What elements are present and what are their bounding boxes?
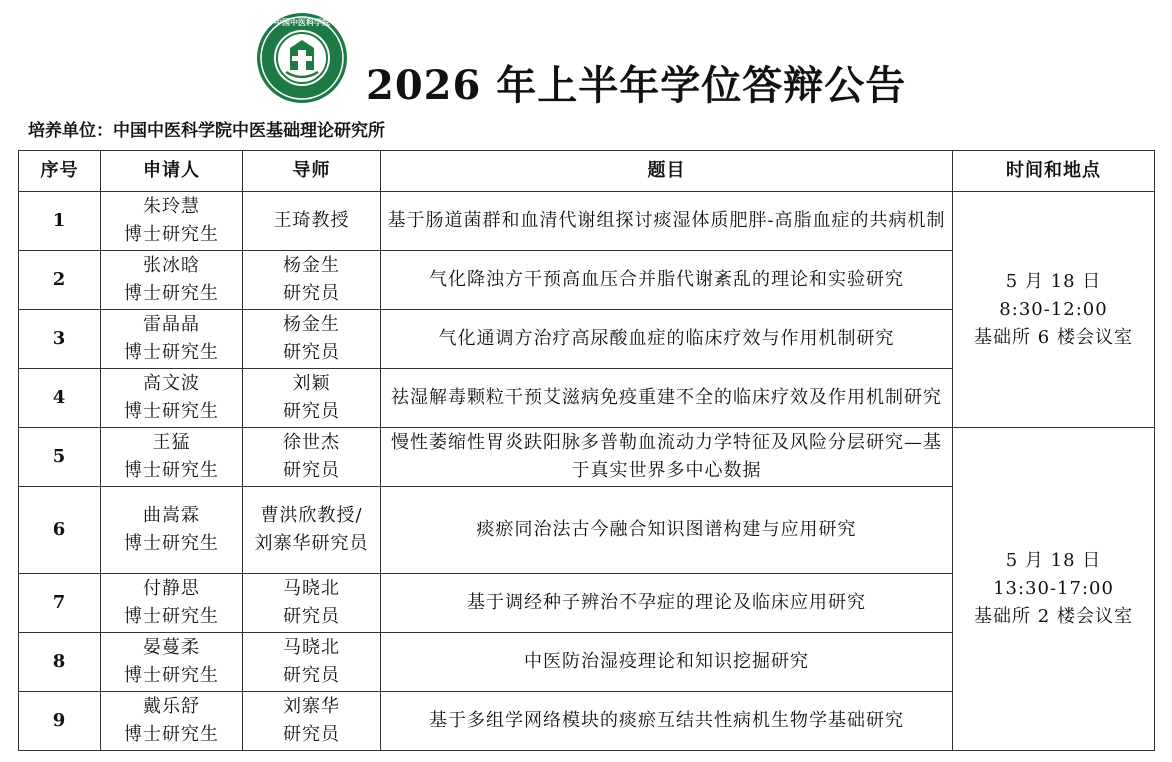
advisor-title: 研究员 — [283, 460, 340, 481]
training-unit: 培养单位：中国中医科学院中医基础理论研究所 — [28, 121, 385, 141]
applicant-name: 朱玲慧 — [143, 196, 200, 217]
advisor-title: 研究员 — [283, 606, 340, 627]
applicant-cell — [101, 192, 243, 251]
applicant-name: 晏蔓柔 — [143, 637, 200, 658]
applicant-cell — [101, 251, 243, 310]
row-number: 1 — [19, 192, 101, 251]
row-number: 8 — [19, 633, 101, 692]
advisor-cell — [243, 192, 381, 251]
header-time-place: 时间和地点 — [953, 151, 1155, 192]
session-time: 8:30-12:00 — [999, 298, 1108, 320]
advisor-name: 杨金生 — [283, 255, 340, 276]
row-number: 7 — [19, 574, 101, 633]
session-time: 13:30-17:00 — [993, 578, 1114, 599]
applicant-degree: 博士研究生 — [124, 665, 219, 686]
advisor-title: 刘寨华研究员 — [254, 533, 369, 554]
applicant-name: 付静思 — [143, 578, 200, 599]
row-number: 9 — [19, 692, 101, 751]
thesis-topic: 祛湿解毒颗粒干预艾滋病免疫重建不全的临床疗效及作用机制研究 — [381, 369, 953, 428]
applicant-cell — [101, 692, 243, 751]
advisor-cell — [243, 369, 381, 428]
applicant-degree: 博士研究生 — [124, 460, 219, 481]
applicant-cell — [101, 574, 243, 633]
advisor-name: 刘颖 — [292, 373, 331, 394]
advisor-name: 马晓北 — [283, 578, 340, 599]
advisor-cell — [243, 633, 381, 692]
svg-text:中国中医科学院: 中国中医科学院 — [274, 18, 330, 27]
header-advisor: 导师 — [243, 151, 381, 192]
applicant-name: 戴乐舒 — [143, 696, 200, 717]
row-number: 6 — [19, 487, 101, 574]
applicant-degree: 博士研究生 — [124, 724, 219, 745]
applicant-degree: 博士研究生 — [124, 342, 219, 363]
applicant-degree: 博士研究生 — [124, 533, 219, 554]
advisor-name: 徐世杰 — [283, 432, 340, 453]
session-place: 基础所 2 楼会议室 — [974, 606, 1133, 627]
advisor-name: 杨金生 — [283, 314, 340, 335]
advisor-cell — [243, 428, 381, 487]
session-afternoon — [953, 428, 1155, 751]
row-number: 4 — [19, 369, 101, 428]
row-number: 3 — [19, 310, 101, 369]
defense-schedule-table — [18, 150, 1155, 751]
applicant-name: 高文波 — [143, 373, 200, 394]
advisor-title: 研究员 — [283, 283, 340, 304]
applicant-degree: 博士研究生 — [124, 283, 219, 304]
advisor-title: 研究员 — [283, 724, 340, 745]
thesis-topic: 基于肠道菌群和血清代谢组探讨痰湿体质肥胖-高脂血症的共病机制 — [381, 192, 953, 251]
advisor-title: 研究员 — [283, 665, 340, 686]
session-morning — [953, 192, 1155, 428]
thesis-topic: 痰瘀同治法古今融合知识图谱构建与应用研究 — [381, 487, 953, 574]
applicant-cell — [101, 633, 243, 692]
advisor-name: 刘寨华 — [283, 696, 340, 717]
table-header-row — [19, 151, 1155, 192]
advisor-title: 研究员 — [283, 401, 340, 422]
table-row — [19, 428, 1155, 487]
header-topic: 题目 — [381, 151, 953, 192]
session-date: 5 月 18 日 — [1005, 550, 1102, 571]
page-title: 2026 年上半年学位答辩公告 — [366, 62, 907, 109]
advisor-name: 马晓北 — [283, 637, 340, 658]
advisor-name: 曹洪欣教授/ — [260, 505, 363, 526]
applicant-name: 雷晶晶 — [143, 314, 200, 335]
applicant-degree: 博士研究生 — [124, 224, 219, 245]
applicant-degree: 博士研究生 — [124, 401, 219, 422]
applicant-cell — [101, 310, 243, 369]
header-no: 序号 — [19, 151, 101, 192]
advisor-cell — [243, 574, 381, 633]
advisor-cell — [243, 692, 381, 751]
thesis-topic: 气化降浊方干预高血压合并脂代谢紊乱的理论和实验研究 — [381, 251, 953, 310]
thesis-topic: 慢性萎缩性胃炎趺阳脉多普勒血流动力学特征及风险分层研究—基于真实世界多中心数据 — [381, 428, 953, 487]
thesis-topic: 气化通调方治疗高尿酸血症的临床疗效与作用机制研究 — [381, 310, 953, 369]
header-applicant: 申请人 — [101, 151, 243, 192]
advisor-title: 研究员 — [283, 342, 340, 363]
applicant-cell — [101, 369, 243, 428]
advisor-cell — [243, 251, 381, 310]
institution-logo — [256, 12, 348, 104]
thesis-topic: 中医防治湿疫理论和知识挖掘研究 — [381, 633, 953, 692]
table-row — [19, 192, 1155, 251]
advisor-cell — [243, 310, 381, 369]
thesis-topic: 基于调经种子辨治不孕症的理论及临床应用研究 — [381, 574, 953, 633]
applicant-name: 王猛 — [152, 432, 191, 453]
advisor-name: 王琦教授 — [273, 210, 350, 231]
applicant-degree: 博士研究生 — [124, 606, 219, 627]
session-date: 5 月 18 日 — [1005, 270, 1102, 292]
applicant-name: 曲嵩霖 — [143, 505, 200, 526]
applicant-cell — [101, 487, 243, 574]
thesis-topic: 基于多组学网络模块的痰瘀互结共性病机生物学基础研究 — [381, 692, 953, 751]
applicant-name: 张冰晗 — [143, 255, 200, 276]
row-number: 5 — [19, 428, 101, 487]
row-number: 2 — [19, 251, 101, 310]
applicant-cell — [101, 428, 243, 487]
session-place: 基础所 6 楼会议室 — [974, 326, 1133, 348]
advisor-cell — [243, 487, 381, 574]
